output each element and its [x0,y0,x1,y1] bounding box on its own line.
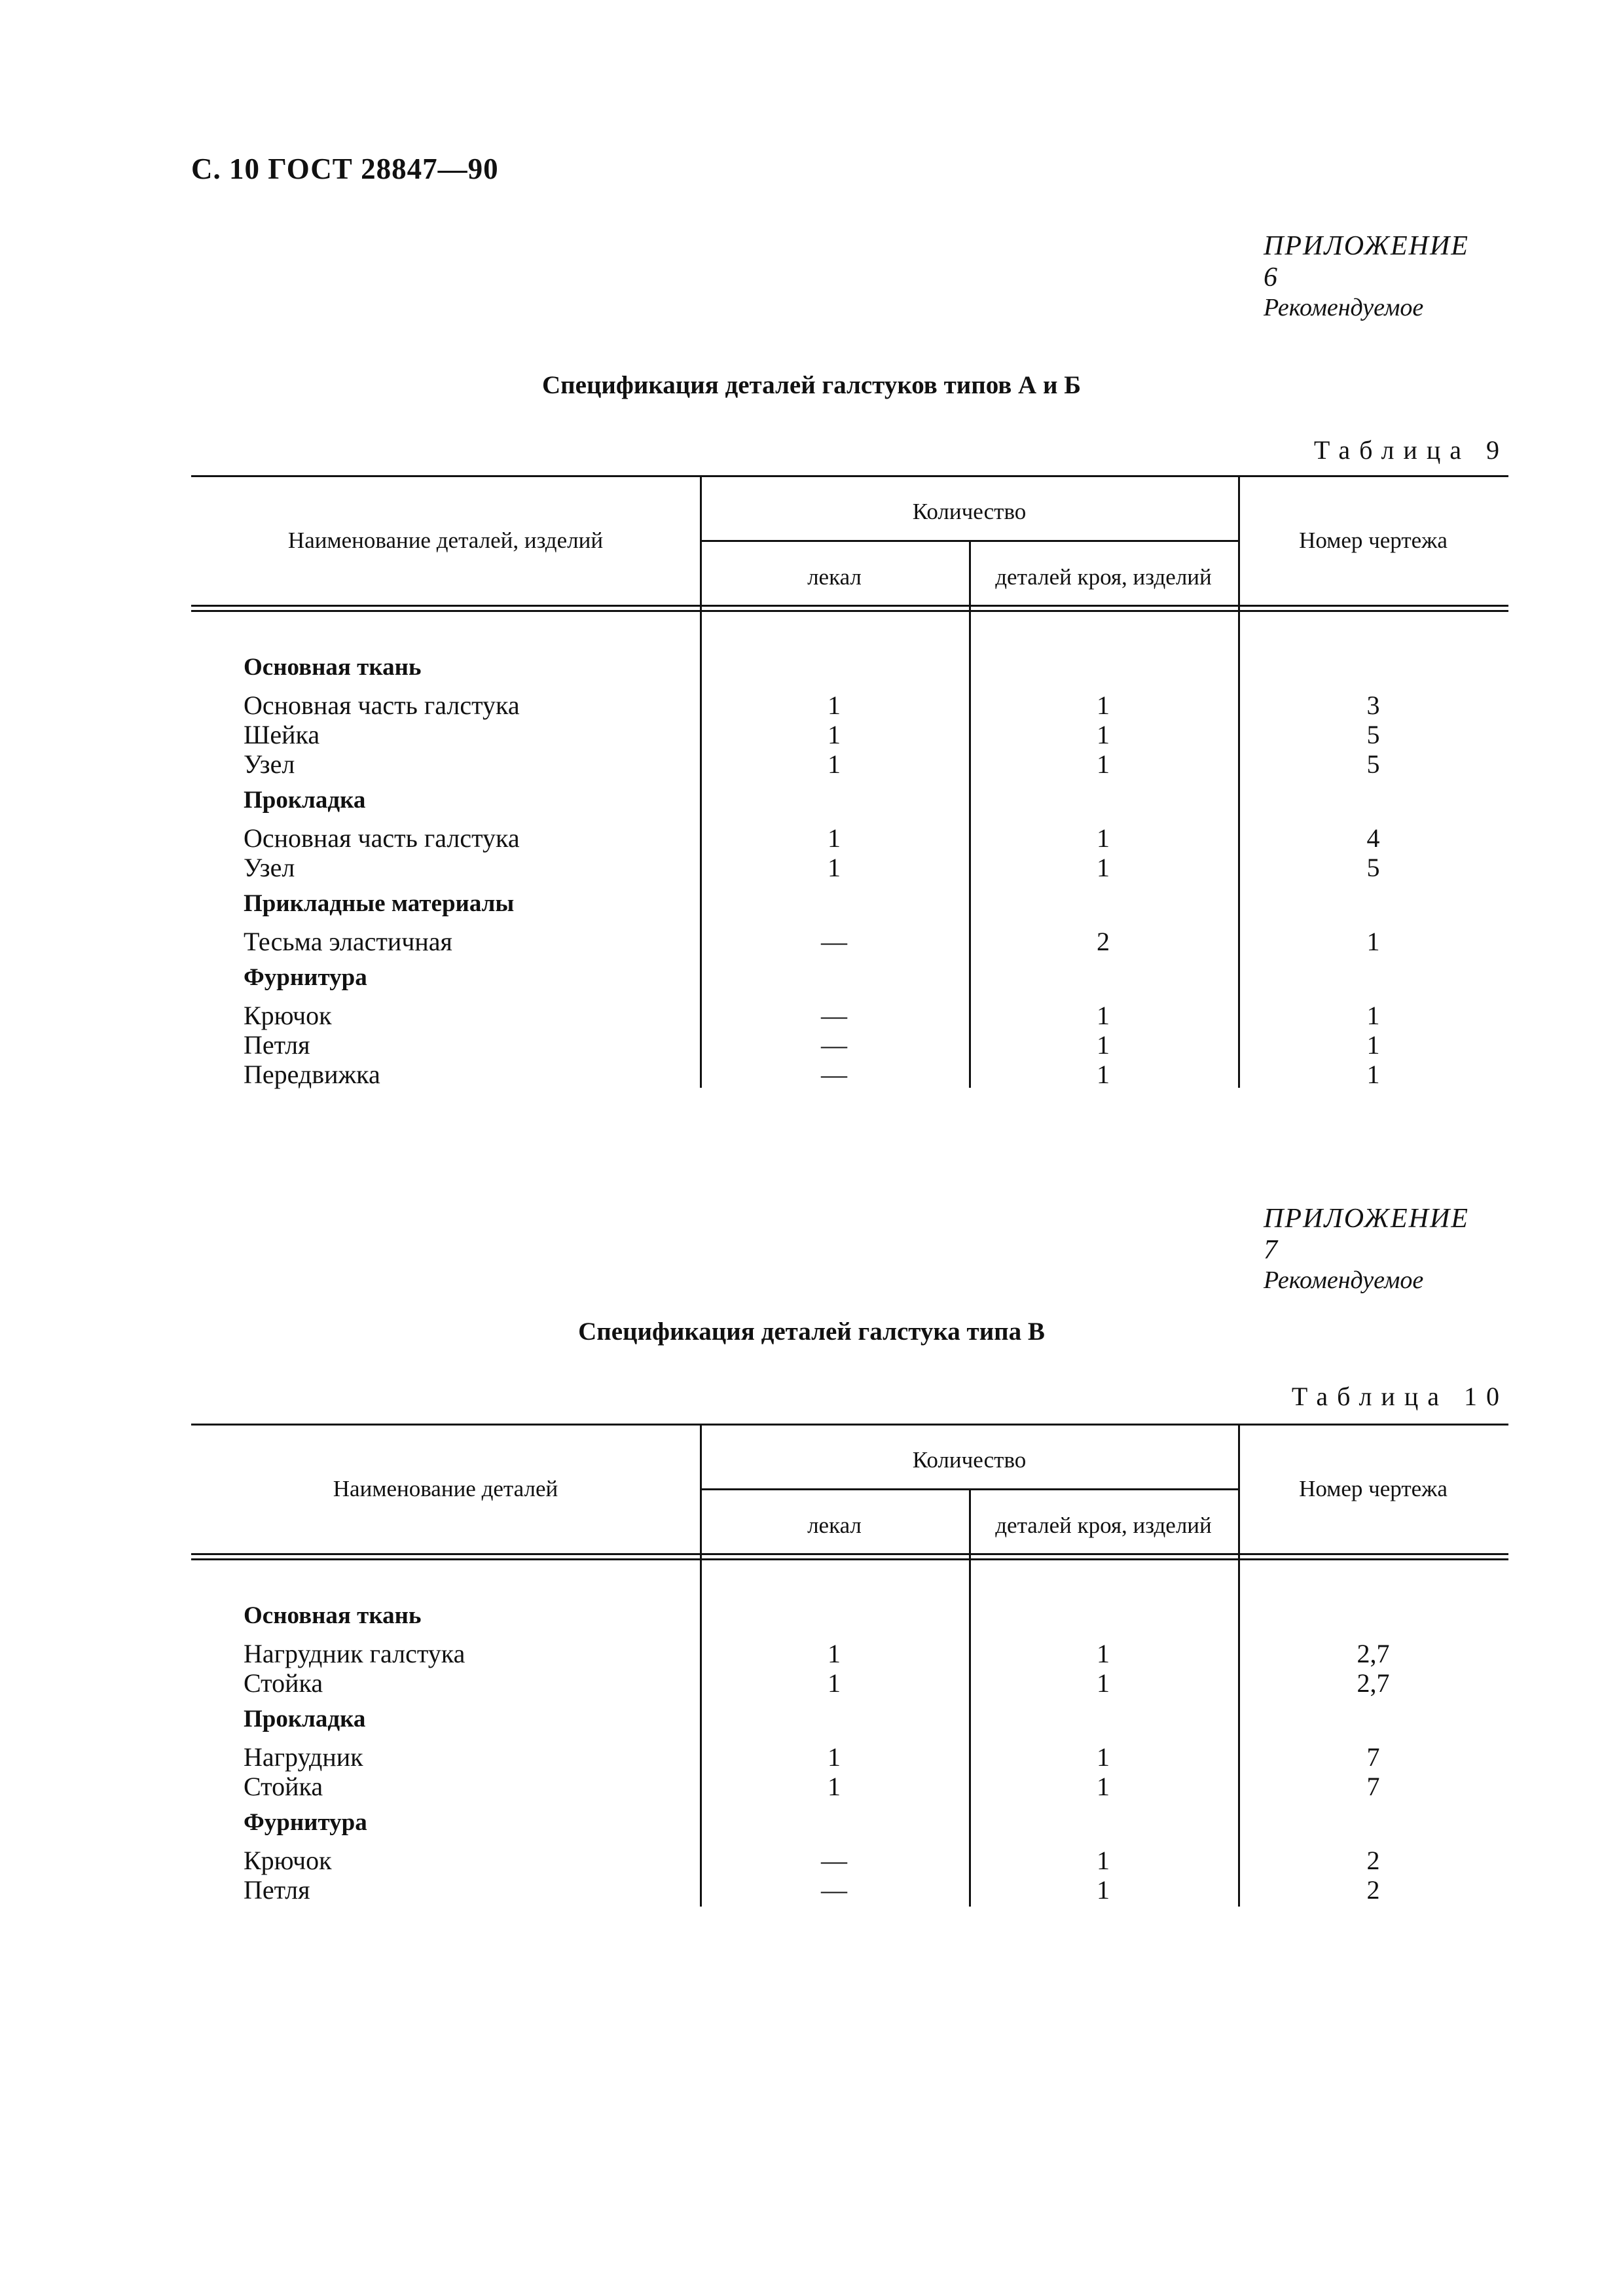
cell-name: Передвижка [244,1060,380,1089]
group-heading-row [191,653,1508,690]
table-row [191,1742,1508,1771]
cell-name: Основная часть галстука [244,691,520,720]
spec-title: Спецификация деталей галстука типа В [578,1318,1045,1346]
cell-lekal: — [821,1060,847,1089]
cell-drawing: 1 [1366,1001,1380,1030]
cell-drawing: 2,7 [1357,1639,1390,1668]
cell-name: Основная часть галстука [244,823,520,853]
cell-details: 1 [1097,1875,1110,1905]
cell-name: Фурнитура [244,1809,367,1836]
appendix-subtitle: Рекомендуемое [1264,1266,1424,1294]
spec-title: Спецификация деталей галстуков типов А и Б [542,371,1081,399]
cell-drawing: 7 [1366,1772,1380,1801]
table-row [191,1771,1508,1801]
cell-lekal: 1 [828,853,841,882]
group-heading-row [191,1705,1508,1742]
group-heading-row [191,1808,1508,1845]
spec-table-9 [191,475,1508,1088]
appendix-title: ПРИЛОЖЕНИЕ 6 [1264,231,1469,293]
cell-name: Стойка [244,1772,323,1801]
table-body [191,1602,1508,1904]
header-lekal: лекал [807,1513,862,1538]
cell-details: 1 [1097,749,1110,779]
header-quantity: Количество [912,1447,1027,1473]
cell-details: 1 [1097,1639,1110,1668]
cell-lekal: — [821,1030,847,1060]
table-row [191,926,1508,956]
cell-drawing: 2 [1366,1846,1380,1875]
table-row [191,852,1508,882]
cell-details: 2 [1097,927,1110,956]
cell-drawing: 5 [1366,853,1380,882]
table-row [191,1668,1508,1697]
cell-lekal: 1 [828,1639,841,1668]
cell-details: 1 [1097,1001,1110,1030]
group-heading-row [191,786,1508,823]
cell-lekal: 1 [828,1668,841,1698]
cell-lekal: — [821,1875,847,1905]
cell-details: 1 [1097,1060,1110,1089]
cell-lekal: — [821,927,847,956]
cell-lekal: 1 [828,1742,841,1772]
cell-details: 1 [1097,1668,1110,1698]
cell-drawing: 3 [1366,691,1380,720]
cell-drawing: 2 [1366,1875,1380,1905]
header-details: деталей кроя, изделий [995,1513,1212,1538]
header-name: Наименование деталей [333,1476,558,1501]
table-row [191,690,1508,719]
cell-lekal: — [821,1846,847,1875]
cell-name: Прокладка [244,787,366,814]
cell-drawing: 2,7 [1357,1668,1390,1698]
cell-details: 1 [1097,823,1110,853]
cell-details: 1 [1097,720,1110,749]
group-heading-row [191,889,1508,926]
appendix-title: ПРИЛОЖЕНИЕ 7 [1264,1204,1469,1265]
cell-name: Фурнитура [244,964,367,991]
cell-details: 1 [1097,691,1110,720]
page-header: С. 10 ГОСТ 28847—90 [191,152,499,185]
cell-drawing: 5 [1366,749,1380,779]
appendix-6-heading [1264,230,1486,322]
cell-name: Крючок [244,1846,332,1875]
table-row [191,1845,1508,1874]
group-heading-row [191,1602,1508,1638]
table-row [191,823,1508,852]
header-lekal: лекал [807,564,862,590]
cell-details: 1 [1097,853,1110,882]
cell-name: Нагрудник [244,1742,363,1772]
cell-details: 1 [1097,1846,1110,1875]
table-row [191,1030,1508,1059]
group-heading-row [191,963,1508,1000]
table-label: Таблица 9 [1313,435,1508,465]
appendix-7-heading [1264,1203,1486,1295]
appendix-subtitle: Рекомендуемое [1264,294,1424,321]
table-row [191,1874,1508,1904]
header-quantity: Количество [912,499,1027,524]
cell-details: 1 [1097,1742,1110,1772]
table-row [191,1638,1508,1668]
cell-drawing: 1 [1366,927,1380,956]
cell-drawing: 5 [1366,720,1380,749]
cell-name: Стойка [244,1668,323,1698]
table-body [191,653,1508,1088]
cell-name: Шейка [244,720,320,749]
cell-name: Основная ткань [244,654,422,681]
cell-name: Нагрудник галстука [244,1639,465,1668]
cell-lekal: 1 [828,823,841,853]
table-label: Таблица 10 [1291,1382,1508,1411]
cell-name: Крючок [244,1001,332,1030]
cell-drawing: 7 [1366,1742,1380,1772]
cell-lekal: — [821,1001,847,1030]
cell-details: 1 [1097,1772,1110,1801]
cell-name: Прикладные материалы [244,890,515,917]
table-row [191,749,1508,778]
cell-name: Узел [244,749,295,779]
cell-lekal: 1 [828,691,841,720]
cell-lekal: 1 [828,1772,841,1801]
cell-drawing: 1 [1366,1060,1380,1089]
header-drawing: Номер чертежа [1299,528,1448,553]
header-details: деталей кроя, изделий [995,564,1212,590]
spec-table-10 [191,1424,1508,1907]
table-row [191,1000,1508,1030]
cell-drawing: 4 [1366,823,1380,853]
table-row [191,719,1508,749]
cell-details: 1 [1097,1030,1110,1060]
cell-lekal: 1 [828,749,841,779]
header-name: Наименование деталей, изделий [287,528,604,553]
cell-name: Основная ткань [244,1602,422,1629]
cell-name: Узел [244,853,295,882]
table-row [191,1059,1508,1088]
header-drawing: Номер чертежа [1299,1476,1448,1501]
cell-lekal: 1 [828,720,841,749]
cell-drawing: 1 [1366,1030,1380,1060]
cell-name: Петля [244,1030,310,1060]
cell-name: Прокладка [244,1706,366,1732]
cell-name: Тесьма эластичная [244,927,452,956]
cell-name: Петля [244,1875,310,1905]
